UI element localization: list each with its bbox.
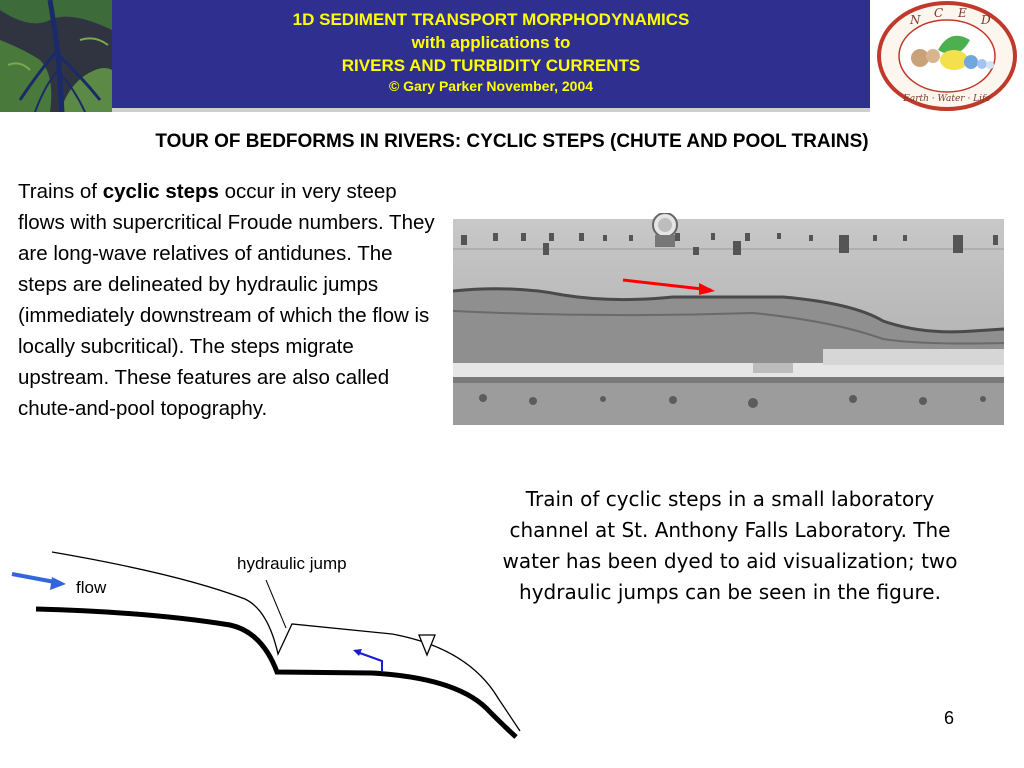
- nced-logo: [870, 0, 1024, 112]
- cyclic-step-diagram: [0, 545, 540, 745]
- body-paragraph: [18, 176, 443, 424]
- flow-label: flow: [76, 578, 107, 597]
- hydraulic-jump-pointer: [266, 580, 286, 628]
- lab-channel-photo: [453, 213, 1004, 425]
- flow-arrow-head: [50, 577, 66, 590]
- body-text-bold-term: cyclic steps: [102, 180, 219, 203]
- slide-title: TOUR OF BEDFORMS IN RIVERS: CYCLIC STEPS (CHUTE AND POOL TRAINS): [155, 131, 869, 152]
- hydraulic-jump-label: hydraulic jump: [237, 554, 347, 573]
- satellite-delta-image: [0, 0, 112, 112]
- subcritical-arrow: [357, 652, 382, 672]
- photo-caption: Train of cyclic steps in a small laboratory channel at St. Anthony Falls Laboratory. The water has been dyed to aid visualization; two hydraulic jumps can be seen in the figure.: [502, 487, 958, 604]
- course-title-line3: RIVERS AND TURBIDITY CURRENTS: [341, 56, 641, 75]
- nced-letter-d: D: [981, 13, 991, 27]
- body-text-pre: Trains of: [18, 180, 103, 203]
- nced-letter-n: N: [910, 13, 921, 27]
- water-surface-line: [52, 552, 520, 731]
- course-title-line1: 1D SEDIMENT TRANSPORT MORPHODYNAMICS: [292, 10, 690, 29]
- nced-ring-text: Earth · Water · Life: [903, 94, 991, 104]
- copyright-line: © Gary Parker November, 2004: [388, 78, 594, 94]
- nced-letter-c: C: [934, 6, 944, 20]
- title-bar-shadow: [112, 108, 870, 112]
- nced-letter-e: E: [958, 6, 967, 20]
- title-bar: [112, 0, 870, 108]
- header: [0, 0, 1024, 112]
- page-number: 6: [944, 708, 955, 728]
- body-text-post: occur in very steep flows with supercritical Froude numbers. They are long-wave relatives of antidunes. The steps are delineated by hydraulic jumps (immediately downstream of which the flow is locally subcritical). The steps migrate upstream. These features are also called chute-and-pool topography.: [18, 180, 435, 420]
- bed-profile-line: [36, 609, 516, 737]
- course-title-line2: with applications to: [411, 33, 571, 52]
